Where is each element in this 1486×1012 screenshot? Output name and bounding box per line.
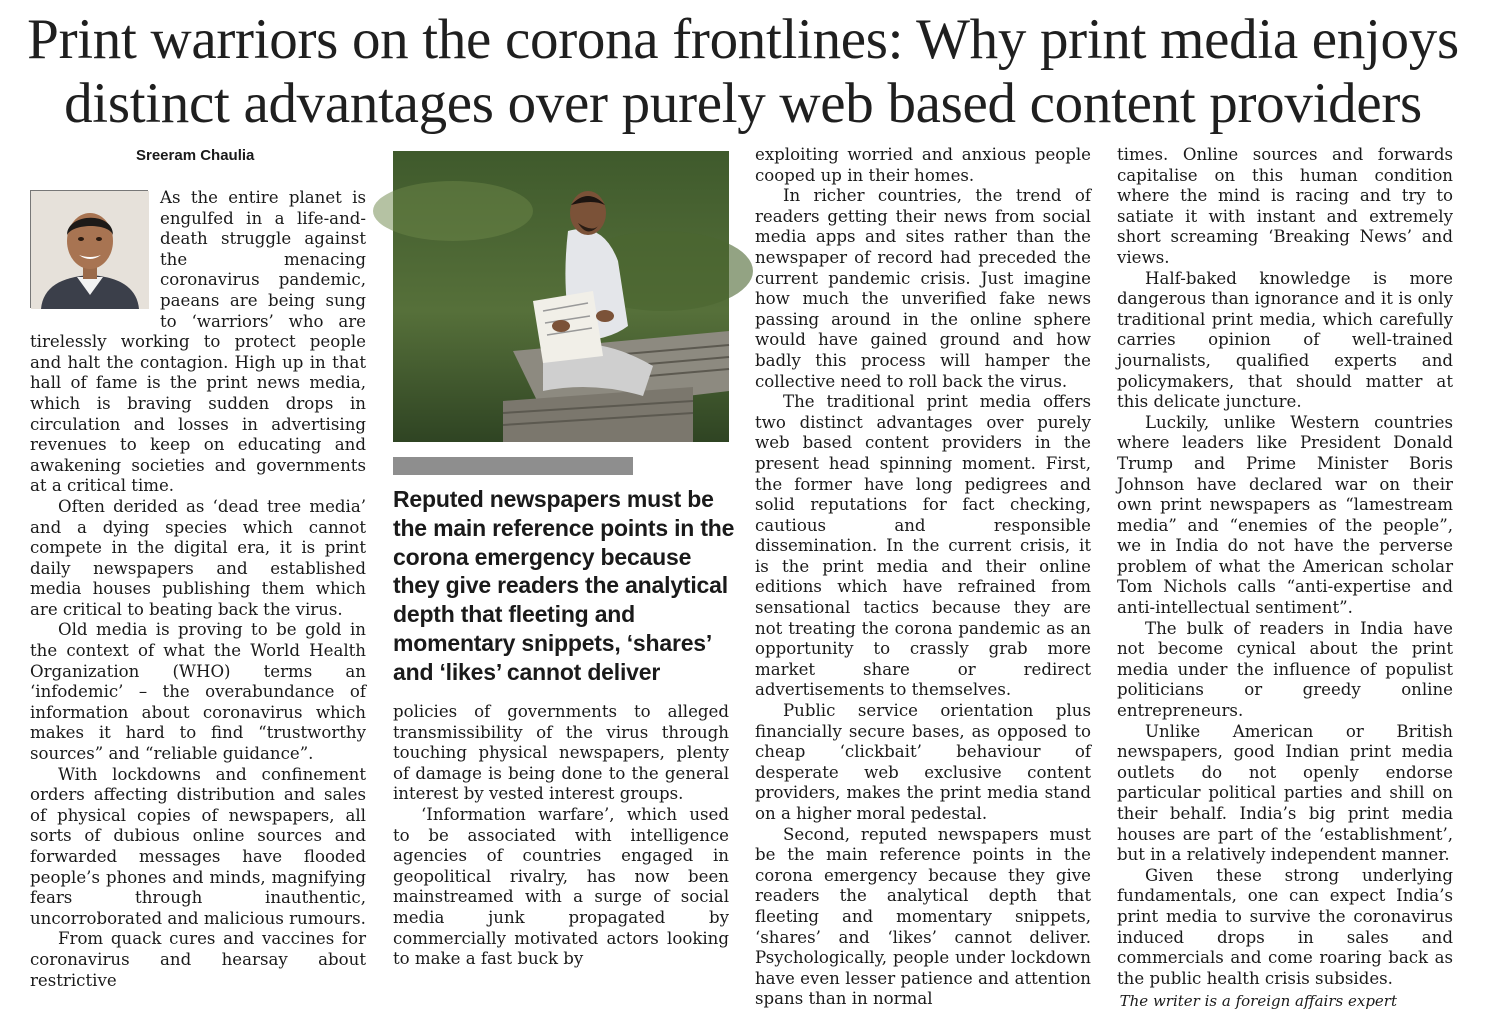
paragraph: Luckily, unlike Western countries where leaders like President Donald Trump and Prime Minister Boris Johnson have declared war on their own print newspapers as “lamestream media” and “enemies of the people”, we in India do not have the perverse problem of what the American scholar Tom Nichols calls “anti-expertise and anti-intellectual sentiment”. (1117, 412, 1453, 618)
paragraph: Half-baked knowledge is more dangerous than ignorance and it is only traditional print media, which carefully carries opinion of well-trained journalists, qualified experts and policymakers, that should matter at this delicate juncture. (1117, 268, 1453, 412)
article-column-1 (30, 188, 366, 990)
author-credit: The writer is a foreign affairs expert (1119, 992, 1397, 1011)
headline (0, 8, 1486, 136)
paragraph: ‘Information warfare’, which used to be associated with intelligence agencies of countries engaged in geopolitical rivalry, has now been mainstreamed with a surge of social media junk propagated by commercially motivated actors looking to make a fast buck by (393, 804, 729, 969)
article-photo (393, 151, 729, 442)
pullquote-divider (393, 457, 633, 475)
paragraph: Old media is proving to be gold in the context of what the World Health Organization (WHO) terms an ‘infodemic’ – the overabundance of information about coronavirus which makes it hard to find “trustworthy sources” and “reliable guidance”. (30, 620, 366, 764)
paragraph: Given these strong underlying fundamentals, one can expect India’s print media to survive the coronavirus induced drops in sales and commercials and come roaring back as the public health crisis subsides. (1117, 865, 1453, 988)
headline-line-2: distinct advantages over purely web based content providers (64, 72, 1422, 135)
headline-line-1: Print warriors on the corona frontlines: Why print media enjoys (27, 8, 1459, 71)
paragraph: From quack cures and vaccines for coronavirus and hearsay about restrictive (30, 929, 366, 990)
paragraph: Second, reputed newspapers must be the main reference points in the corona emergency because they give readers the analytical depth that fleeting and momentary snippets, ‘shares’ and ‘likes’ cannot deliver. Psychologically, people under lockdown have even lesser patience and attention spans than in normal (755, 824, 1091, 1009)
article-column-3 (755, 145, 1091, 1009)
paragraph: Unlike American or British newspapers, good Indian print media outlets do not openly endorse particular political parties and shill on their behalf. India’s big print media houses are part of the ‘establishment’, but in a relatively independent manner. (1117, 721, 1453, 865)
paragraph: Often derided as ‘dead tree media’ and a dying species which cannot compete in the digital era, it is print daily newspapers and established media houses publishing them which are critical to beating back the virus. (30, 496, 366, 619)
author-photo (30, 190, 148, 308)
paragraph: The bulk of readers in India have not become cynical about the print media under the influence of populist politicians or greedy online entrepreneurs. (1117, 618, 1453, 721)
paragraph: In richer countries, the trend of readers getting their news from social media apps and sites rather than the newspaper of record had preceded the current pandemic crisis. Just imagine how much the unverified fake news passing around in the online sphere would have gained ground and how badly this process will hamper the collective need to roll back the virus. (755, 186, 1091, 391)
paragraph: The traditional print media offers two distinct advantages over purely web based content providers in the present head spinning moment. First, the former have long pedigrees and solid reputations for fact checking, cautious and responsible dissemination. In the current crisis, it is the print media and their online editions which have refrained from sensational tactics because they are not treating the corona pandemic as an opportunity to crassly grab more market share or redirect advertisements to themselves. (755, 392, 1091, 700)
article-column-2 (393, 702, 729, 969)
pullquote: Reputed newspapers must be the main reference points in the corona emergency because they give readers the analytical depth that fleeting and momentary snippets, ‘shares’ and ‘likes’ cannot deliver (393, 486, 735, 685)
paragraph: Public service orientation plus financially secure bases, as opposed to cheap ‘clickbait’ behaviour of desperate web exclusive content providers, makes the print media stand on a higher moral pedestal. (755, 701, 1091, 823)
article-column-4 (1117, 145, 1453, 1011)
paragraph: times. Online sources and forwards capitalise on this human condition where the mind is racing and try to satiate it with instant and extremely short screaming ‘Breaking News’ and views. (1117, 145, 1453, 267)
paragraph: As the entire planet is engulfed in a life-and-death struggle against the menacing coronavirus pandemic, paeans are being sung to ‘warriors’ who are tirelessly working to protect people and halt the contagion. High up in that hall of fame is the print news media, which is braving sudden drops in circulation and losses in advertising revenues to keep on educating and awakening societies and governments at a critical time. (30, 188, 366, 496)
byline: Sreeram Chaulia (136, 147, 255, 164)
paragraph: policies of governments to alleged transmissibility of the virus through touching physical newspapers, plenty of damage is being done to the general interest by vested interest groups. (393, 702, 729, 804)
paragraph: exploiting worried and anxious people cooped up in their homes. (755, 145, 1091, 185)
paragraph: With lockdowns and confinement orders affecting distribution and sales of physical copies of newspapers, all sorts of dubious online sources and forwarded messages have flooded people’s phones and minds, magnifying fears through inauthentic, uncorroborated and malicious rumours. (30, 764, 366, 928)
